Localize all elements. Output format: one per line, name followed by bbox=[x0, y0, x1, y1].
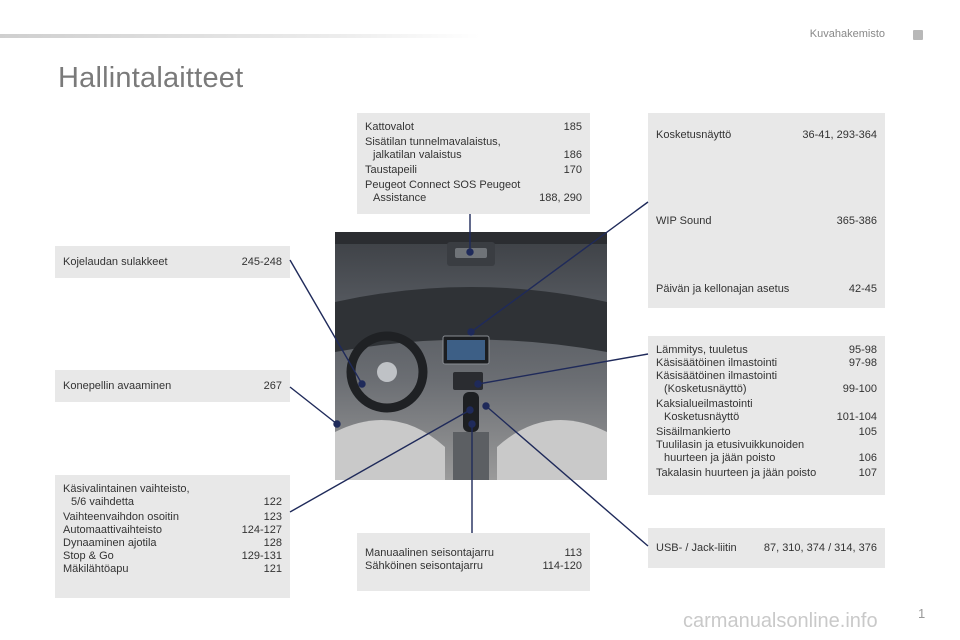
list-item: Konepellin avaaminen 267 bbox=[63, 380, 282, 392]
list-item: Sähköinen seisontajarru 114-120 bbox=[365, 560, 582, 572]
list-item: Kosketusnäyttö 36-41, 293-364 bbox=[656, 129, 877, 141]
watermark: carmanualsonline.info bbox=[683, 610, 878, 632]
list-item: Sisätilan tunnelmavalaistus, jalkatilan valaistus 186 bbox=[365, 136, 582, 161]
list-item: Stop & Go 129-131 bbox=[63, 550, 282, 562]
callout-line-multimedia bbox=[471, 202, 648, 332]
list-item: Manuaalinen seisontajarru 113 bbox=[365, 547, 582, 559]
page-title: Hallintalaitteet bbox=[58, 62, 244, 94]
list-item: WIP Sound 365-386 bbox=[656, 215, 877, 227]
list-item: Käsisäätöinen ilmastointi (Kosketusnäyttö) 99-100 bbox=[656, 370, 877, 395]
callout-line-bonnet bbox=[290, 387, 337, 424]
page-number: 1 bbox=[918, 606, 926, 621]
list-item: Dynaaminen ajotila 128 bbox=[63, 537, 282, 549]
list-item: Sisäilmankierto 105 bbox=[656, 426, 877, 438]
callout-dot-ceiling bbox=[467, 249, 473, 255]
list-item: Mäkilähtöapu 121 bbox=[63, 563, 282, 575]
list-item: Kojelaudan sulakkeet 245-248 bbox=[63, 256, 282, 268]
list-item: Vaihteenvaihdon osoitin 123 bbox=[63, 511, 282, 523]
callout-dot-climate bbox=[475, 381, 481, 387]
callout-dot-usb bbox=[483, 403, 489, 409]
list-item: Käsivalintainen vaihteisto, 5/6 vaihdetta 122 bbox=[63, 483, 282, 508]
list-item: Päivän ja kellonajan asetus 42-45 bbox=[656, 283, 877, 295]
callout-line-usb bbox=[486, 406, 648, 546]
callout-dot-fuses bbox=[359, 381, 365, 387]
list-item: Peugeot Connect SOS Peugeot Assistance 188, 290 bbox=[365, 179, 582, 204]
callout-dot-parking bbox=[469, 421, 475, 427]
list-item: Taustapeili 170 bbox=[365, 164, 582, 176]
list-item: Lämmitys, tuuletus 95-98 bbox=[656, 344, 877, 356]
callout-dot-multimedia bbox=[468, 329, 474, 335]
callout-dot-bonnet bbox=[334, 421, 340, 427]
list-item: Automaattivaihteisto 124-127 bbox=[63, 524, 282, 536]
callout-line-fuses bbox=[290, 260, 362, 384]
section-name: Kuvahakemisto bbox=[809, 28, 885, 40]
list-item: USB- / Jack-liitin 87, 310, 374 / 314, 376 bbox=[656, 542, 877, 554]
list-item: Tuulilasin ja etusivuikkunoiden huurteen ja jään poisto 106 bbox=[656, 439, 877, 464]
list-item: Kaksialueilmastointi Kosketusnäyttö 101-104 bbox=[656, 398, 877, 423]
list-item: Takalasin huurteen ja jään poisto 107 bbox=[656, 467, 877, 479]
list-item: Käsisäätöinen ilmastointi 97-98 bbox=[656, 357, 877, 369]
callout-line-gearbox bbox=[290, 410, 470, 512]
callout-dot-gearbox bbox=[467, 407, 473, 413]
list-item: Kattovalot 185 bbox=[365, 121, 582, 133]
callout-line-climate bbox=[478, 354, 648, 384]
